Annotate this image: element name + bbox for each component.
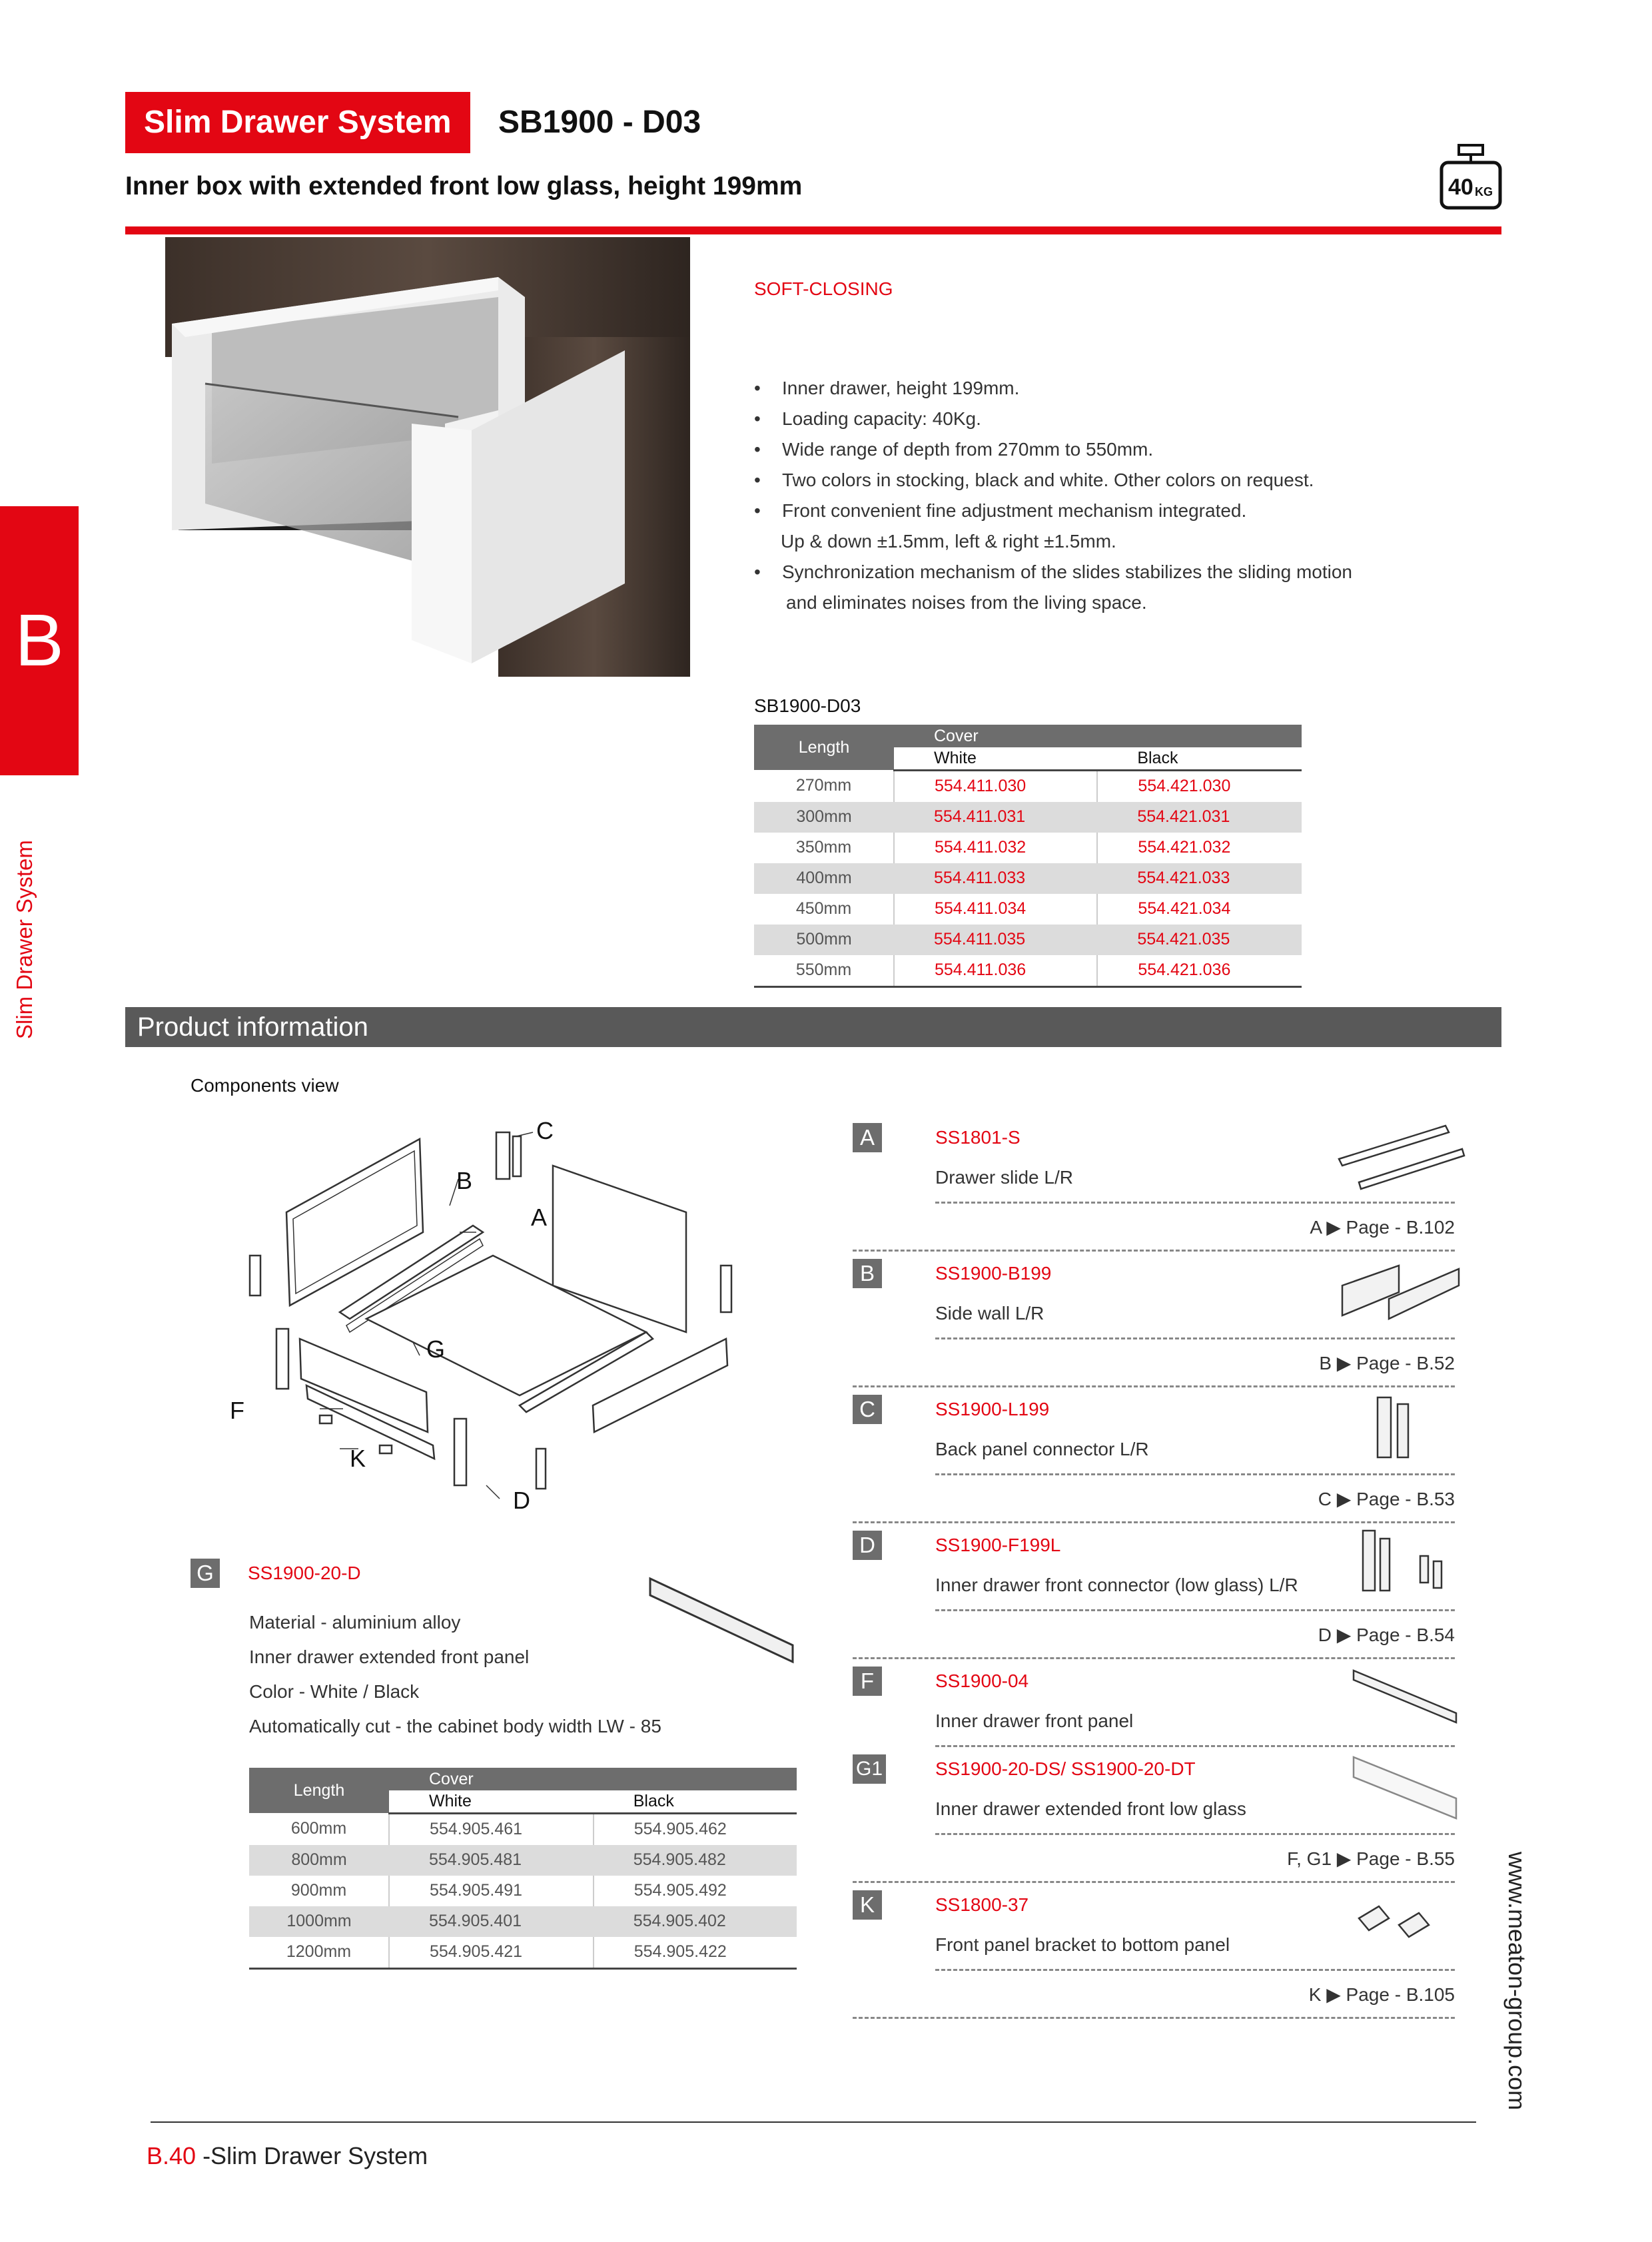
order-table xyxy=(754,725,1302,988)
divider xyxy=(935,1337,1455,1339)
divider xyxy=(853,1657,1455,1659)
page-reference[interactable]: K ▶ Page - B.105 xyxy=(1308,1984,1455,2005)
diagram-label-k: K xyxy=(350,1445,366,1472)
table-row: 550mm 554.411.036 554.421.036 xyxy=(754,955,1302,987)
spec-line: Color - White / Black xyxy=(249,1681,420,1702)
divider xyxy=(935,1745,1455,1747)
component-letter: K xyxy=(853,1890,882,1920)
col-length: Length xyxy=(249,1768,389,1813)
component-letter: G1 xyxy=(853,1754,886,1784)
divider xyxy=(935,1969,1455,1971)
spec-line: Inner drawer extended front panel xyxy=(249,1647,530,1667)
table-row: 900mm 554.905.491 554.905.492 xyxy=(249,1876,797,1906)
diagram-label-a: A xyxy=(531,1204,548,1231)
component-code: SS1800-37 xyxy=(935,1894,1029,1915)
component-code: SS1900-20-DS/ SS1900-20-DT xyxy=(935,1758,1196,1779)
divider xyxy=(853,1881,1455,1883)
footer xyxy=(147,2142,428,2170)
component-code: SS1900-B199 xyxy=(935,1263,1052,1284)
table-row: 500mm 554.411.035 554.421.035 xyxy=(754,925,1302,955)
component-desc: Inner drawer extended front low glass xyxy=(935,1798,1246,1819)
feature-item: • Loading capacity: 40Kg. xyxy=(754,408,981,429)
diagram-label-b: B xyxy=(456,1167,473,1194)
table-row: 1200mm 554.905.421 554.905.422 xyxy=(249,1937,797,1969)
drawer-slide-image xyxy=(1332,1119,1465,1192)
component-desc: Back panel connector L/R xyxy=(935,1439,1149,1459)
component-letter: B xyxy=(853,1259,882,1288)
feature-heading: SOFT-CLOSING xyxy=(754,278,893,299)
component-desc: Inner drawer front panel xyxy=(935,1710,1134,1731)
page-reference[interactable]: D ▶ Page - B.54 xyxy=(1318,1625,1455,1645)
component-letter: A xyxy=(853,1123,882,1152)
component-letter: G xyxy=(191,1559,220,1588)
front-panel-table xyxy=(249,1768,797,1970)
page-reference[interactable]: B ▶ Page - B.52 xyxy=(1319,1353,1455,1373)
table-row: 1000mm 554.905.401 554.905.402 xyxy=(249,1906,797,1937)
spec-line: Material - aluminium alloy xyxy=(249,1612,461,1633)
col-length: Length xyxy=(754,725,894,770)
component-desc: Front panel bracket to bottom panel xyxy=(935,1934,1230,1955)
header-divider xyxy=(125,226,1501,234)
product-code: SB1900 - D03 xyxy=(498,105,701,140)
component-code: SS1900-20-D xyxy=(248,1563,361,1583)
diagram-label-d: D xyxy=(513,1487,530,1514)
component-letter: D xyxy=(853,1531,882,1560)
page-number: B.40 xyxy=(147,2142,197,2169)
product-subtitle: Inner box with extended front low glass, height 199mm xyxy=(125,172,803,200)
divider xyxy=(853,1521,1455,1523)
component-letter: C xyxy=(853,1395,882,1424)
component-desc: Drawer slide L/R xyxy=(935,1167,1073,1188)
table-row: 450mm 554.411.034 554.421.034 xyxy=(754,894,1302,925)
front-connector-image xyxy=(1356,1525,1456,1599)
feature-item: • Synchronization mechanism of the slides stabilizes the sliding motion and eliminates noises from the living space. xyxy=(754,561,1352,613)
feature-item: • Inner drawer, height 199mm. xyxy=(754,378,1020,398)
col-cover: Cover xyxy=(894,725,1302,747)
component-desc: Inner drawer front connector (low glass) L/R xyxy=(935,1575,1298,1595)
section-title: Slim Drawer System xyxy=(125,92,470,153)
load-value: 40 xyxy=(1448,175,1473,200)
divider xyxy=(853,1385,1455,1387)
table-row: 600mm 554.905.461 554.905.462 xyxy=(249,1813,797,1845)
table-row: 350mm 554.411.032 554.421.032 xyxy=(754,833,1302,863)
feature-item: • Wide range of depth from 270mm to 550mm. xyxy=(754,439,1154,460)
website-link[interactable]: www.meaton-group.com xyxy=(1503,1852,1531,2111)
component-letter: F xyxy=(853,1667,882,1696)
product-photo xyxy=(125,237,690,677)
component-desc: Side wall L/R xyxy=(935,1303,1044,1323)
diagram-label-g: G xyxy=(426,1335,446,1363)
load-unit: KG xyxy=(1475,185,1493,198)
components-view-label: Components view xyxy=(191,1075,339,1096)
divider xyxy=(935,1202,1455,1204)
product-info-title: Product information xyxy=(137,1012,368,1042)
inner-front-panel-image xyxy=(1350,1665,1463,1732)
divider xyxy=(935,1609,1455,1611)
side-label-text: Slim Drawer System xyxy=(12,840,37,1039)
col-white: White xyxy=(894,747,1097,770)
component-code: SS1900-F199L xyxy=(935,1535,1061,1555)
front-panel-image xyxy=(646,1572,799,1665)
footer-divider xyxy=(151,2121,1476,2123)
divider xyxy=(935,1833,1455,1835)
component-code: SS1801-S xyxy=(935,1127,1021,1148)
divider xyxy=(853,2017,1455,2019)
col-white: White xyxy=(389,1790,594,1813)
bracket-image xyxy=(1352,1898,1439,1952)
divider xyxy=(935,1473,1455,1475)
divider xyxy=(853,1250,1455,1252)
side-wall-image xyxy=(1332,1259,1465,1332)
table-row: 400mm 554.411.033 554.421.033 xyxy=(754,863,1302,894)
page-reference[interactable]: F, G1 ▶ Page - B.55 xyxy=(1287,1848,1455,1869)
table-row: 270mm 554.411.030 554.421.030 xyxy=(754,770,1302,802)
weight-load-icon xyxy=(1439,143,1503,212)
section-tab: B xyxy=(0,506,79,775)
table-row: 800mm 554.905.481 554.905.482 xyxy=(249,1845,797,1876)
page-reference[interactable]: C ▶ Page - B.53 xyxy=(1318,1489,1455,1509)
exploded-diagram xyxy=(220,1112,739,1539)
component-code: SS1900-L199 xyxy=(935,1399,1050,1419)
col-black: Black xyxy=(1097,747,1302,770)
page-reference[interactable]: A ▶ Page - B.102 xyxy=(1310,1217,1455,1238)
feature-list xyxy=(754,373,1420,618)
product-info-band xyxy=(125,1007,1501,1047)
footer-section: -Slim Drawer System xyxy=(196,2142,428,2169)
diagram-label-f: F xyxy=(230,1397,244,1424)
col-cover: Cover xyxy=(389,1768,797,1790)
feature-item: • Front convenient fine adjustment mechanism integrated. Up & down ±1.5mm, left & right ±1.5mm. xyxy=(754,500,1247,552)
spec-line: Automatically cut - the cabinet body width LW - 85 xyxy=(249,1716,661,1736)
table-caption: SB1900-D03 xyxy=(754,695,861,716)
table-row: 300mm 554.411.031 554.421.031 xyxy=(754,802,1302,833)
back-connector-image xyxy=(1372,1392,1419,1465)
feature-item: • Two colors in stocking, black and white. Other colors on request. xyxy=(754,470,1314,490)
diagram-label-c: C xyxy=(536,1117,554,1144)
component-code: SS1900-04 xyxy=(935,1671,1029,1691)
col-black: Black xyxy=(594,1790,797,1813)
low-glass-image xyxy=(1350,1752,1463,1825)
